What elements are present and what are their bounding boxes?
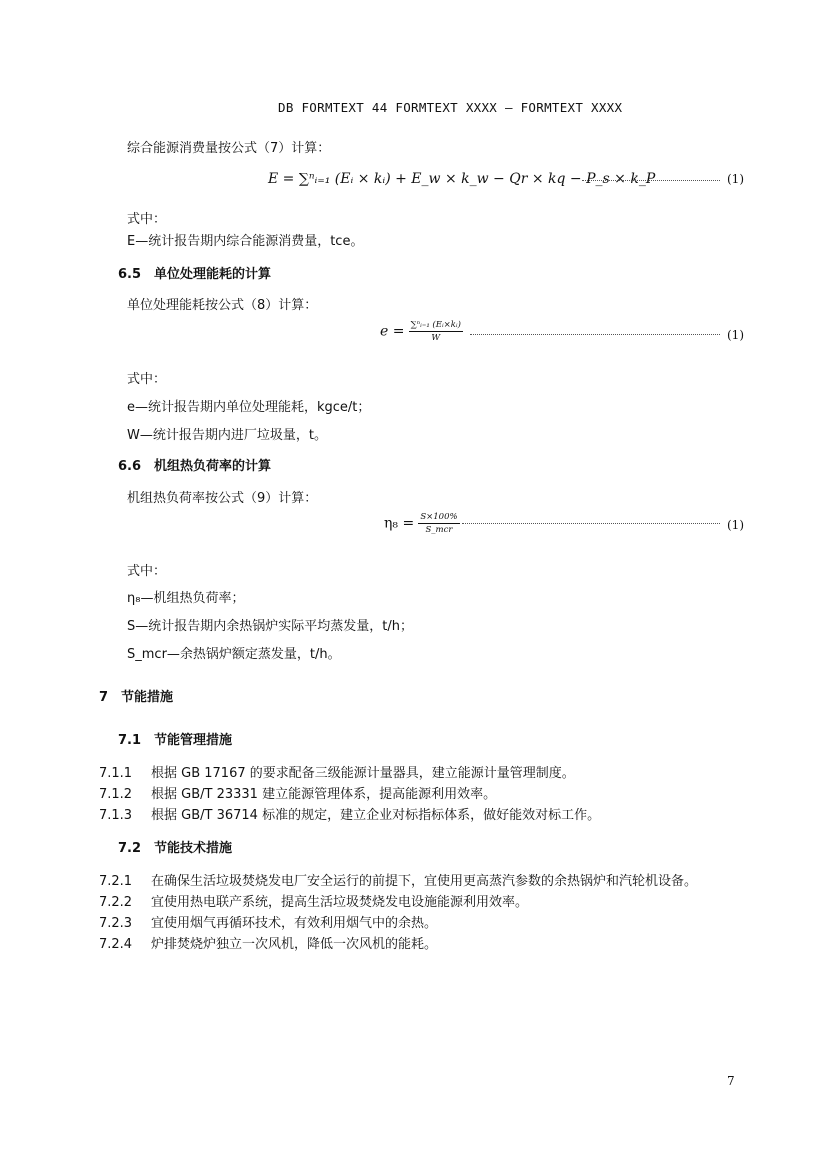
clause-7-2-2 xyxy=(99,891,528,910)
section-6-6-title: 6.6 机组热负荷率的计算 xyxy=(118,459,272,474)
clause-number: 7.1.3 xyxy=(99,808,133,823)
clause-text: 宜使用烟气再循环技术，有效利用烟气中的余热。 xyxy=(151,916,438,931)
clause-7-2-4 xyxy=(99,933,437,952)
clause-text: 炉排焚烧炉独立一次风机，降低一次风机的能耗。 xyxy=(151,937,438,952)
definition-e: e—统计报告期内单位处理能耗，kgce/t； xyxy=(127,400,371,415)
clause-7-2-1 xyxy=(99,870,697,889)
formula-9-lhs: η₈ = xyxy=(384,515,415,532)
formula-7: E = ∑ⁿᵢ₌₁ (Eᵢ × kᵢ) + E_w × k_w − Qr × kq − P_s × k_P xyxy=(268,171,656,187)
where-label: 式中： xyxy=(127,564,167,579)
formula-7-number: (1) xyxy=(727,172,744,186)
definition-W: W—统计报告期内进厂垃圾量，t。 xyxy=(127,428,327,443)
clause-number: 7.1.1 xyxy=(99,766,133,781)
clause-text: 根据 GB/T 36714 标准的规定，建立企业对标指标体系，做好能效对标工作。 xyxy=(151,808,601,823)
definition-eta: η₈—机组热负荷率； xyxy=(127,591,245,606)
formula-8-leader xyxy=(470,334,720,335)
clause-text: 根据 GB/T 23331 建立能源管理体系，提高能源利用效率。 xyxy=(151,787,497,802)
definition-Smcr: S_mcr—余热锅炉额定蒸发量，t/h。 xyxy=(127,647,341,662)
clause-number: 7.2.2 xyxy=(99,895,133,910)
formula-8-fraction xyxy=(409,320,463,343)
clause-text: 根据 GB 17167 的要求配备三级能源计量器具，建立能源计量管理制度。 xyxy=(151,766,575,781)
formula-9-number: (1) xyxy=(727,518,744,532)
formula-8-lhs: e = xyxy=(380,323,405,340)
page-number: 7 xyxy=(727,1074,735,1088)
clause-number: 7.2.1 xyxy=(99,874,133,889)
section-7-title: 7 节能措施 xyxy=(99,690,174,705)
clause-number: 7.1.2 xyxy=(99,787,133,802)
clause-number: 7.2.3 xyxy=(99,916,133,931)
formula-7-intro: 综合能源消费量按公式（7）计算： xyxy=(127,141,331,156)
formula-9-intro: 机组热负荷率按公式（9）计算： xyxy=(127,491,318,506)
formula-9-numerator: S×100% xyxy=(420,512,458,522)
formula-9-denominator: S_mcr xyxy=(425,525,453,535)
clause-7-1-1 xyxy=(99,762,575,781)
clause-number: 7.2.4 xyxy=(99,937,133,952)
where-label: 式中： xyxy=(127,212,167,227)
formula-9 xyxy=(384,512,460,535)
formula-9-leader xyxy=(462,523,720,524)
where-label: 式中： xyxy=(127,372,167,387)
clause-7-1-3 xyxy=(99,804,600,823)
clause-text: 宜使用热电联产系统，提高生活垃圾焚烧发电设施能源利用效率。 xyxy=(151,895,529,910)
section-6-5-title: 6.5 单位处理能耗的计算 xyxy=(118,267,272,282)
clause-7-2-3 xyxy=(99,912,437,931)
formula-9-fraction xyxy=(418,512,459,535)
formula-8 xyxy=(380,320,463,343)
formula-7-leader xyxy=(582,180,720,181)
definition-E: E—统计报告期内综合能源消费量，tce。 xyxy=(127,234,364,249)
formula-8-number: (1) xyxy=(727,328,744,342)
formula-8-numerator: ∑ⁿᵢ₌₁ (Eᵢ×kᵢ) xyxy=(410,320,461,330)
section-7-2-title: 7.2 节能技术措施 xyxy=(118,841,233,856)
definition-S: S—统计报告期内余热锅炉实际平均蒸发量，t/h； xyxy=(127,619,413,634)
formula-8-intro: 单位处理能耗按公式（8）计算： xyxy=(127,298,318,313)
clause-7-1-2 xyxy=(99,783,496,802)
clause-text: 在确保生活垃圾焚烧发电厂安全运行的前提下，宜使用更高蒸汽参数的余热锅炉和汽轮机设备。 xyxy=(151,874,698,889)
running-head: DB FORMTEXT 44 FORMTEXT XXXX — FORMTEXT XXXX xyxy=(278,100,623,115)
section-7-1-title: 7.1 节能管理措施 xyxy=(118,733,233,748)
formula-8-denominator: W xyxy=(431,333,441,343)
